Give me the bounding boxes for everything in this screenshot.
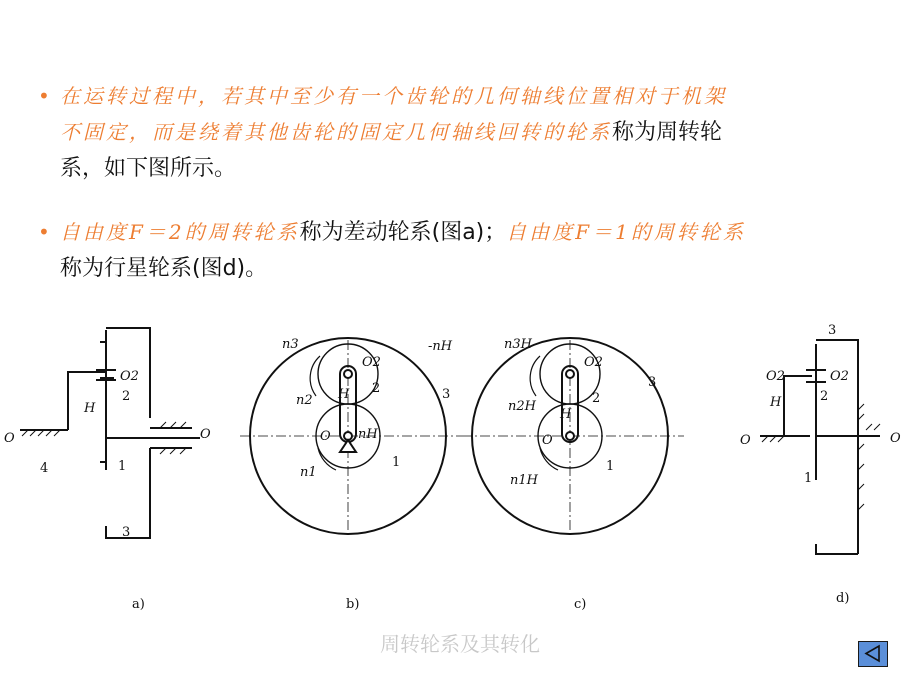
slide-footer: 周转轮系及其转化 [380, 632, 540, 656]
fig-a-label-o-left: O [4, 431, 15, 446]
fig-d-label-3: 3 [828, 323, 837, 338]
triangle-left-icon [859, 642, 886, 665]
fig-b-label-nh: nH [358, 427, 378, 442]
bullet-1-line-1: 在运转过程中，若其中至少有一个齿轮的几何轴线位置相对于机架 [60, 84, 727, 108]
fig-c-label-n2h: n2H [508, 399, 536, 414]
fig-c-label-n3h: n3H [504, 337, 532, 352]
fig-d-label-2: 2 [820, 389, 829, 404]
fig-d-label-o2-left: O2 [766, 369, 785, 384]
fig-c-label-3: 3 [648, 375, 657, 390]
fig-d-label-o-right: O [890, 431, 901, 446]
fig-a-label-o-right: O [200, 427, 211, 442]
fig-c-label-o2: O2 [584, 355, 603, 370]
previous-slide-button[interactable] [858, 641, 888, 667]
fig-d-label-o2-right: O2 [830, 369, 849, 384]
bullet-2-orange-b: 自由度F＝1的周转轮系 [506, 220, 746, 244]
fig-d-caption: d) [836, 591, 850, 606]
fig-b-label-3: 3 [442, 387, 451, 402]
fig-c-label-2: 2 [592, 391, 601, 406]
fig-c-caption: c) [574, 597, 587, 612]
bullet-1-line-2-black: 称为周转轮 [612, 120, 723, 145]
figure-b [240, 337, 462, 612]
bullet-2-black-b: 称为行星轮系(图d)。 [60, 256, 268, 281]
figure-c [462, 337, 684, 612]
bullet-2-black-a: 称为差动轮系(图a)； [299, 220, 507, 245]
fig-a-label-3: 3 [122, 525, 131, 540]
fig-b-caption: b) [346, 597, 360, 612]
bullet-dot-icon: • [38, 220, 50, 244]
bullet-2 [38, 214, 900, 287]
gear-train-figures [0, 300, 920, 620]
fig-c-label-1: 1 [606, 459, 615, 474]
fig-a-label-2: 2 [122, 389, 131, 404]
bullet-1 [38, 78, 900, 187]
bullet-dot-icon: • [38, 84, 50, 108]
fig-b-label-neg-nh: -nH [428, 339, 453, 354]
fig-d-label-o-left: O [740, 433, 751, 448]
fig-b-label-o: O [320, 429, 331, 444]
fig-b-label-n2: n2 [296, 393, 313, 408]
fig-c-label-n1h: n1H [510, 473, 538, 488]
fig-c-label-h: H [560, 407, 572, 422]
fig-b-label-n3: n3 [282, 337, 299, 352]
fig-b-label-o2: O2 [362, 355, 381, 370]
fig-a-label-4: 4 [40, 461, 49, 476]
bullet-2-orange-a: 自由度F＝2的周转轮系 [60, 220, 300, 244]
figure-d [740, 323, 901, 606]
fig-b-label-1: 1 [392, 455, 401, 470]
bullet-1-line-2-orange: 不固定，而是绕着其他齿轮的固定几何轴线回转的轮系 [60, 120, 612, 144]
fig-c-label-o: O [542, 433, 553, 448]
bullet-1-line-3: 系，如下图所示。 [60, 156, 237, 181]
fig-a-label-1: 1 [118, 459, 127, 474]
fig-a-caption: a) [132, 597, 145, 612]
fig-b-label-h: H [338, 387, 350, 402]
figure-a [4, 328, 211, 612]
fig-a-label-h: H [84, 401, 96, 416]
fig-d-label-1: 1 [804, 471, 813, 486]
fig-d-label-h: H [770, 395, 782, 410]
fig-a-label-o2: O2 [120, 369, 139, 384]
fig-b-label-n1: n1 [300, 465, 317, 480]
fig-b-label-2: 2 [372, 381, 381, 396]
